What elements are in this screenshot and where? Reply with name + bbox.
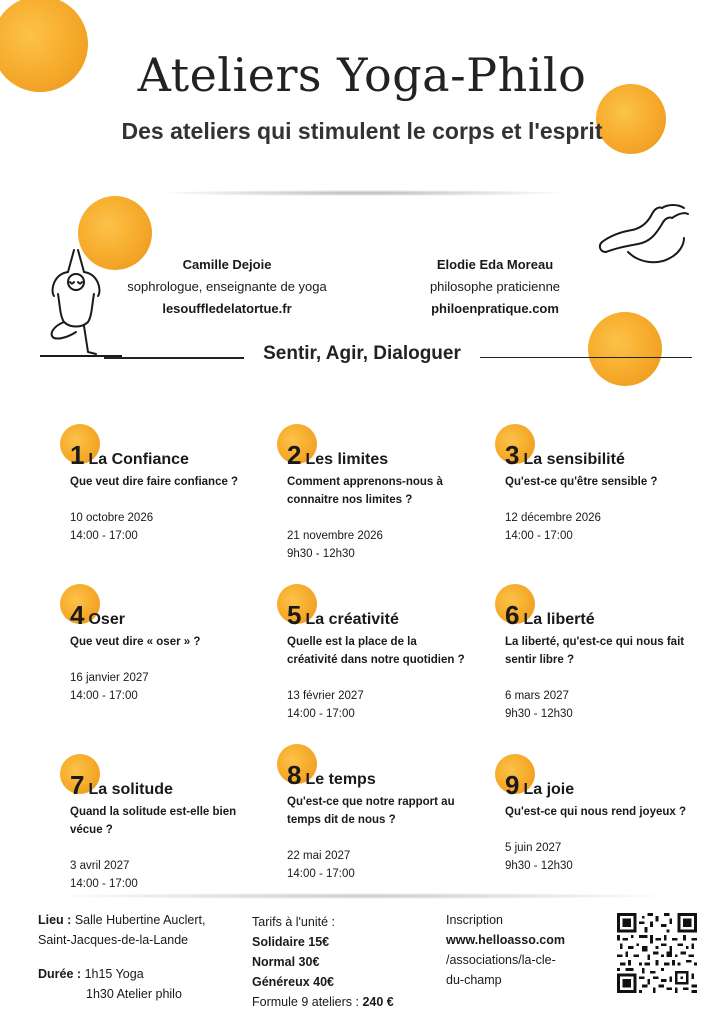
session-card-9 [505,770,715,875]
session-card-5 [287,600,497,723]
session-question: sentir libre ? [505,654,575,666]
duree-line2: 1h30 Atelier philo [86,987,182,1001]
motto: Sentir, Agir, Dialoguer [263,343,461,364]
session-title: Les limites [305,451,389,468]
lieu-line2: Saint-Jacques-de-la-Lande [38,933,189,947]
session-question: Comment apprenons-nous à [287,476,443,488]
formule-label: Formule 9 ateliers : [252,995,359,1009]
session-time: 9h30 - 12h30 [505,708,573,720]
session-date: 3 avril 2027 [70,860,130,872]
session-card-4 [70,600,280,705]
tarif-solidaire: Solidaire 15€ [252,935,330,949]
session-question: Qu'est-ce qu'être sensible ? [505,476,658,488]
session-title: La liberté [523,611,595,628]
session-title: La Confiance [88,451,189,468]
facilitator-role: sophrologue, enseignante de yoga [127,279,327,294]
page-title: Ateliers Yoga-Philo [137,48,587,102]
session-question: temps dit de nous ? [287,814,396,826]
footer-location [38,910,248,1004]
session-time: 14:00 - 17:00 [287,708,355,720]
footer-divider [60,893,664,899]
session-number: 7 [70,770,85,800]
qr-code-icon[interactable] [617,913,697,993]
footer-tarifs [252,912,432,1012]
session-time: 14:00 - 17:00 [70,690,138,702]
motto-line-left [104,357,244,359]
page-subtitle: Des ateliers qui stimulent le corps et l'esprit [121,118,603,144]
session-date: 16 janvier 2027 [70,672,149,684]
session-number: 3 [505,440,520,470]
session-question: Quand la solitude est-elle bien [70,806,237,818]
session-number: 6 [505,600,520,630]
session-date: 21 novembre 2026 [287,530,383,542]
session-title: Oser [88,611,125,628]
inscription-url-line: www.helloasso.com [446,933,566,947]
session-title: La solitude [88,781,173,798]
facilitator-website[interactable]: philoenpratique.com [431,301,559,316]
session-title: La créativité [305,611,399,628]
duree-label: Durée : [38,967,82,981]
session-card-7 [70,770,280,893]
tarifs-title: Tarifs à l'unité : [252,915,335,929]
tarif-genereux: Généreux 40€ [252,975,334,989]
session-title: La joie [523,781,575,798]
session-time: 9h30 - 12h30 [505,860,573,872]
session-number: 2 [287,440,302,470]
decor-blob-right-mid [588,312,662,386]
session-question: Qu'est-ce que notre rapport au [287,796,455,808]
lieu-label: Lieu : [38,913,72,927]
facilitator-camille [122,254,332,320]
session-time: 14:00 - 17:00 [287,868,355,880]
facilitator-elodie [400,254,590,320]
session-title: Le temps [305,771,376,788]
session-question: La liberté, qu'est-ce qui nous fait [505,636,685,648]
divider-shadow [166,190,560,196]
inscription-url-line: du-champ [446,973,502,987]
session-date: 6 mars 2027 [505,690,569,702]
inscription-label: Inscription [446,913,503,927]
session-time: 9h30 - 12h30 [287,548,355,560]
session-time: 14:00 - 17:00 [70,878,138,890]
formule-price: 240 € [362,995,394,1009]
inscription-link[interactable] [446,930,606,990]
session-date: 5 juin 2027 [505,842,562,854]
session-card-3 [505,440,715,545]
session-date: 12 décembre 2026 [505,512,601,524]
session-date: 10 octobre 2026 [70,512,154,524]
session-number: 8 [287,760,302,790]
facilitator-name: Camille Dejoie [182,257,272,272]
session-question: connaitre nos limites ? [287,494,413,506]
duree-line1: 1h15 Yoga [84,967,144,981]
session-number: 5 [287,600,302,630]
stretching-arms-icon [598,202,690,270]
session-question: Que veut dire faire confiance ? [70,476,239,488]
session-date: 22 mai 2027 [287,850,351,862]
facilitator-name: Elodie Eda Moreau [436,257,554,272]
session-time: 14:00 - 17:00 [70,530,138,542]
footer-inscription [446,910,606,990]
session-card-2 [287,440,497,563]
session-question: Quelle est la place de la [287,636,417,648]
session-card-1 [70,440,280,545]
session-number: 1 [70,440,85,470]
session-question: Qu'est-ce qui nous rend joyeux ? [505,806,687,818]
session-question: créativité dans notre quotidien ? [287,654,465,666]
session-time: 14:00 - 17:00 [505,530,573,542]
session-card-8 [287,760,497,883]
yoga-pose-icon [40,244,122,358]
facilitator-role: philosophe praticienne [429,279,561,294]
session-question: Que veut dire « oser » ? [70,636,201,648]
facilitator-website[interactable]: lesouffledelatortue.fr [162,301,292,316]
inscription-url-line: /associations/la-cle- [446,953,556,967]
tarif-normal: Normal 30€ [252,955,320,969]
session-card-6 [505,600,715,723]
session-date: 13 février 2027 [287,690,364,702]
lieu-line1: Salle Hubertine Auclert, [74,913,206,927]
session-title: La sensibilité [523,451,625,468]
session-question: vécue ? [70,824,113,836]
session-number: 4 [70,600,85,630]
session-number: 9 [505,770,520,800]
motto-line-right [480,357,692,358]
